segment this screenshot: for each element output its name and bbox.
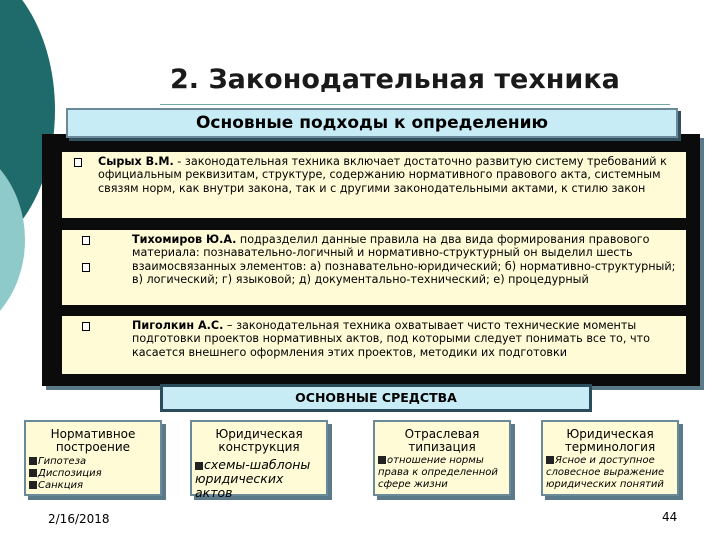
means-card-construction: [190, 420, 328, 500]
means-card-typization: [373, 420, 511, 496]
approach-block-syrykh: [62, 152, 686, 218]
approach-author: Пиголкин А.С.: [132, 319, 224, 332]
list-item: Гипотеза: [29, 456, 158, 468]
checkbox-bullet-icon: [74, 158, 82, 167]
approaches-banner: Основные подходы к определению: [66, 108, 678, 138]
approach-text: - законодательная техника включает достаточно развитую систему требований к официальным реквизитам, структуре, содержанию нормативного правового акта, системным связям норм, как внутри закона, так и с другими законодательными актами, к стилю закон: [98, 155, 667, 195]
square-bullet-icon: [195, 462, 203, 470]
list-item: схемы-шаблоны юридических актов: [195, 457, 311, 500]
square-bullet-icon: [546, 456, 554, 464]
means-header: ОСНОВНЫЕ СРЕДСТВА: [160, 384, 592, 412]
approach-block-tikhomirov: [62, 230, 686, 305]
square-bullet-icon: [378, 456, 386, 464]
footer-date: 2/16/2018: [48, 512, 110, 526]
means-card-items: [546, 455, 675, 491]
checkbox-bullet-icon: [82, 236, 90, 245]
checkbox-bullet-icon: [82, 322, 90, 331]
list-item: отношение нормы права к определенной сфере жизни: [378, 455, 498, 490]
means-card-items: [29, 456, 158, 492]
means-card-title: Нормативное построение: [50, 427, 136, 454]
approach-author: Тихомиров Ю.А.: [132, 233, 237, 246]
list-item: Диспозиция: [29, 468, 158, 480]
means-card-title: Отраслевая типизация: [404, 427, 480, 454]
title-divider: [160, 104, 670, 105]
square-bullet-icon: [29, 481, 37, 489]
means-card-normative: [24, 420, 162, 496]
square-bullet-icon: [29, 457, 37, 465]
means-card-terminology: [541, 420, 679, 496]
approach-block-pigolkin: [62, 316, 686, 374]
checkbox-bullet-icon: [82, 263, 90, 272]
approach-text: подразделил данные правила на два вида формирования правового материала: познавательно-логичный и нормативно-структурный он выделил шесть взаимосвязанных элементов: а) познавательно-юридический; б) нормативно-структурный; в) логический; г) языковой; д) документально-технический; е) процедурный: [132, 233, 676, 287]
means-card-title: Юридическая конструкция: [215, 427, 303, 454]
page-number: 44: [662, 510, 678, 524]
approach-author: Сырых В.М.: [98, 155, 174, 168]
means-card-items: [195, 458, 324, 500]
list-item: Ясное и доступное словесное выражение юридических понятий: [546, 455, 665, 490]
square-bullet-icon: [29, 469, 37, 477]
means-card-title: Юридическая терминология: [564, 427, 656, 454]
means-card-items: [378, 455, 507, 491]
approach-text: – законодательная техника охватывает чисто технические моменты подготовки проектов нормативных актов, под которыми следует понимать все то, что касается внешнего оформления этих проектов, методики их подготовки: [132, 319, 650, 359]
slide-title: 2. Законодательная техника: [170, 64, 620, 95]
list-item: Санкция: [29, 480, 158, 492]
